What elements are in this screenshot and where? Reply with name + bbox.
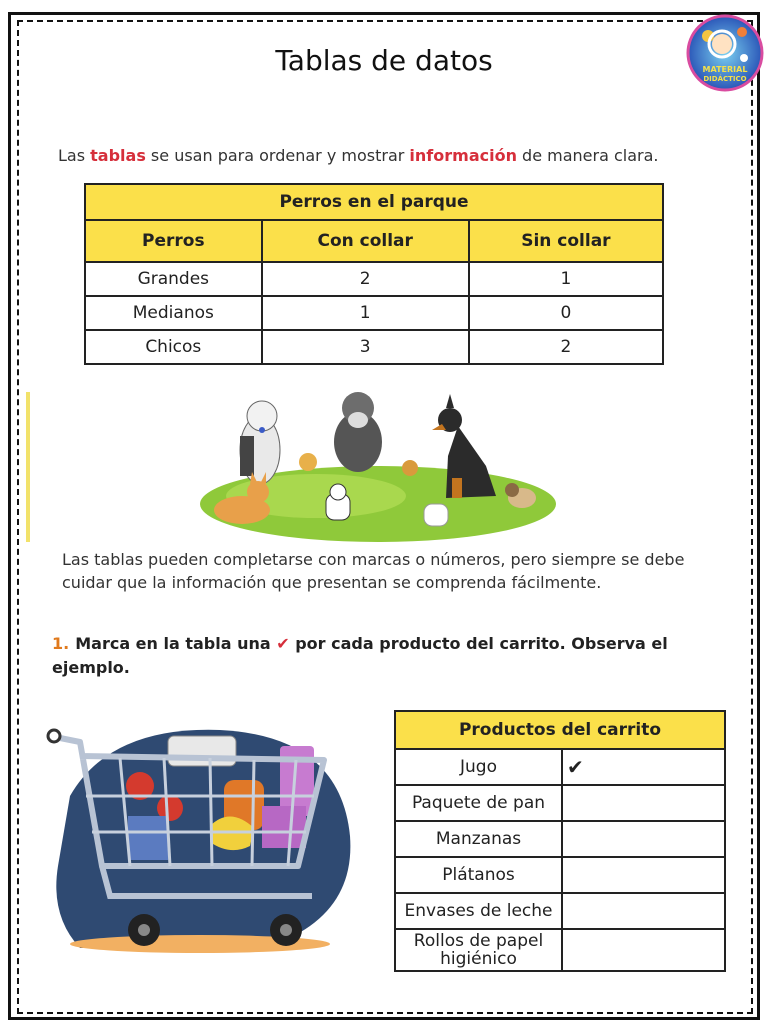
dogs-cell: 2: [262, 262, 469, 296]
task-number: 1.: [52, 634, 70, 653]
product-name: Rollos de papel higiénico: [395, 929, 562, 971]
dogs-header-sin-collar: Sin collar: [469, 220, 663, 262]
sheepdog-figure: [240, 401, 280, 484]
product-name: Plátanos: [395, 857, 562, 893]
dogs-cell: Medianos: [85, 296, 262, 330]
material-didactico-logo: [686, 14, 764, 92]
highlight-tablas: tablas: [90, 146, 146, 165]
dogs-cell: 1: [469, 262, 663, 296]
dogs-cell: 1: [262, 296, 469, 330]
product-mark-cell[interactable]: [562, 857, 725, 893]
product-mark-cell[interactable]: ✔: [562, 749, 725, 785]
dogs-cell: 0: [469, 296, 663, 330]
table-row: [395, 749, 725, 785]
terrier-figure: [334, 392, 382, 472]
checkmark-icon: ✔: [276, 634, 290, 653]
table-row: [85, 296, 663, 330]
table-row: [395, 893, 725, 929]
product-mark-cell[interactable]: [562, 821, 725, 857]
intro-paragraph: Las tablas se usan para ordenar y mostrar información de manera clara.: [58, 146, 659, 165]
dogs-cell: 2: [469, 330, 663, 364]
table-row: [85, 262, 663, 296]
product-name: Paquete de pan: [395, 785, 562, 821]
task-instruction: 1. Marca en la tabla una ✔ por cada producto del carrito. Observa el ejemplo.: [52, 634, 668, 677]
products-table: [394, 710, 726, 972]
dogs-header-perros: Perros: [85, 220, 262, 262]
products-table-caption: Productos del carrito: [395, 711, 725, 749]
dogs-table-caption: Perros en el parque: [85, 184, 663, 220]
explanation-paragraph: Las tablas pueden completarse con marcas o números, pero siempre se debe cuidar que la información que presentan se comprenda fácilmente.: [62, 550, 685, 592]
dogs-header-con-collar: Con collar: [262, 220, 469, 262]
product-mark-cell[interactable]: [562, 893, 725, 929]
dogs-table: [84, 183, 664, 365]
product-name: Jugo: [395, 749, 562, 785]
table-row: [395, 821, 725, 857]
table-row: [85, 330, 663, 364]
page-title: Tablas de datos: [275, 44, 493, 77]
table-row: [395, 929, 725, 971]
logo-text-1: MATERIAL: [702, 65, 748, 74]
table-row: [395, 857, 725, 893]
dogs-cell: Chicos: [85, 330, 262, 364]
dogs-cell: Grandes: [85, 262, 262, 296]
dogs-cell: 3: [262, 330, 469, 364]
product-name: Manzanas: [395, 821, 562, 857]
highlight-informacion: información: [409, 146, 517, 165]
product-mark-cell[interactable]: [562, 929, 725, 971]
product-name: Envases de leche: [395, 893, 562, 929]
shopping-cart-illustration: [40, 716, 360, 956]
table-row: [395, 785, 725, 821]
margin-mark: [26, 392, 30, 542]
dogs-park-illustration: [196, 386, 560, 546]
product-mark-cell[interactable]: [562, 785, 725, 821]
logo-text-2: DIDÁCTICO: [703, 75, 747, 83]
